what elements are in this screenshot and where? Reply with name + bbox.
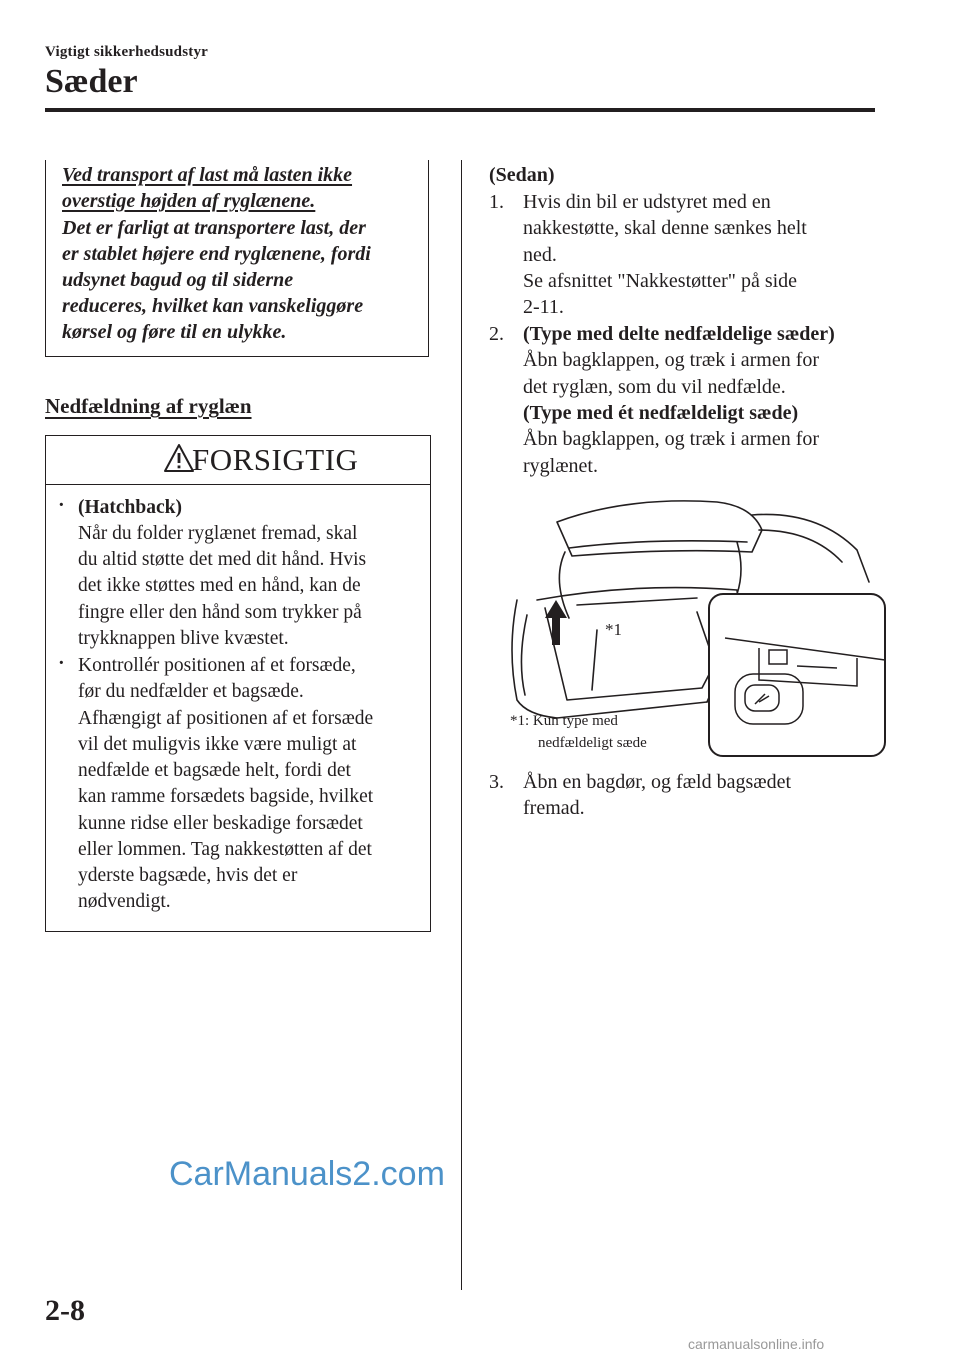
step-text: Se afsnittet "Nakkestøtter" på side bbox=[523, 270, 798, 292]
warning-line: overstige højden af ryglænene. bbox=[62, 190, 316, 212]
step-number: 2. bbox=[489, 323, 504, 345]
step-text: Åbn bagklappen, og træk i armen for bbox=[523, 349, 820, 371]
figure-callout-label: *1 bbox=[605, 620, 622, 639]
figure-footnote: *1: Kun type med bbox=[510, 713, 618, 729]
step-text: det ryglæn, som du vil nedfælde. bbox=[523, 376, 786, 398]
footer-site-text: carmanualsonline.info bbox=[688, 1336, 825, 1352]
section-label: Vigtigt sikkerhedsudstyr bbox=[45, 44, 209, 60]
figure-footnote: nedfældeligt sæde bbox=[538, 735, 647, 751]
bullet: · bbox=[58, 652, 65, 674]
page-number: 2-8 bbox=[45, 1294, 85, 1327]
caution-text: yderste bagsæde, hvis det er bbox=[78, 865, 298, 886]
sedan-heading: (Sedan) bbox=[489, 164, 555, 186]
caution-text: eller lommen. Tag nakkestøtten af det bbox=[78, 839, 372, 860]
step-text: ned. bbox=[523, 244, 557, 266]
caution-header bbox=[46, 436, 430, 485]
warning-line: udsynet bagud og til siderne bbox=[62, 269, 294, 291]
caution-text: Når du folder ryglænet fremad, skal bbox=[78, 523, 358, 544]
caution-text: kan ramme forsædets bagside, hvilket bbox=[78, 786, 374, 807]
warning-box bbox=[45, 160, 429, 357]
step-subheading: (Type med delte nedfældelige sæder) bbox=[523, 323, 835, 345]
step-text: Åbn en bagdør, og fæld bagsædet bbox=[523, 771, 792, 793]
caution-text: nedfælde et bagsæde helt, fordi det bbox=[78, 760, 351, 781]
caution-box bbox=[45, 435, 431, 932]
warning-line: kørsel og føre til en ulykke. bbox=[62, 321, 287, 343]
step-text: Hvis din bil er udstyret med en bbox=[523, 191, 771, 213]
warning-triangle-icon bbox=[163, 443, 195, 473]
warning-line: er stablet højere end ryglænene, fordi bbox=[62, 243, 371, 265]
watermark: CarManuals2.com bbox=[169, 1155, 445, 1193]
caution-text: nødvendigt. bbox=[78, 891, 171, 912]
warning-line: reduceres, hvilket kan vanskeliggøre bbox=[62, 295, 364, 317]
column-divider bbox=[461, 160, 462, 1290]
step-text: nakkestøtte, skal denne sænkes helt bbox=[523, 217, 807, 239]
caution-text: det ikke støttes med en hånd, kan de bbox=[78, 575, 361, 596]
caution-text: kunne ridse eller beskadige forsædet bbox=[78, 813, 363, 834]
caution-item-heading: (Hatchback) bbox=[78, 497, 182, 518]
step-number: 1. bbox=[489, 191, 504, 213]
caution-text: fingre eller den hånd som trykker på bbox=[78, 602, 362, 623]
warning-line: Ved transport af last må lasten ikke bbox=[62, 164, 353, 186]
caution-text: Kontrollér positionen af et forsæde, bbox=[78, 655, 356, 676]
caution-text: Afhængigt af positionen af et forsæde bbox=[78, 708, 374, 729]
caution-text: trykknappen blive kvæstet. bbox=[78, 628, 289, 649]
caution-text: før du nedfælder et bagsæde. bbox=[78, 681, 304, 702]
section-subheading: Nedfældning af ryglæn bbox=[45, 394, 252, 418]
caution-text: du altid støtte det med dit hånd. Hvis bbox=[78, 549, 367, 570]
step-text: 2-11. bbox=[523, 296, 564, 318]
step-subheading: (Type med ét nedfældeligt sæde) bbox=[523, 402, 799, 424]
step-text: ryglænet. bbox=[523, 455, 598, 477]
step-text: Åbn bagklappen, og træk i armen for bbox=[523, 428, 820, 450]
step-text: fremad. bbox=[523, 797, 585, 819]
bullet: · bbox=[58, 494, 65, 516]
step-number: 3. bbox=[489, 771, 504, 793]
warning-line: Det er farligt at transportere last, der bbox=[62, 217, 366, 239]
header-rule bbox=[45, 108, 875, 112]
caution-title: FORSIGTIG bbox=[192, 442, 359, 477]
caution-text: vil det muligvis ikke være muligt at bbox=[78, 734, 357, 755]
page-title: Sæder bbox=[45, 63, 138, 100]
